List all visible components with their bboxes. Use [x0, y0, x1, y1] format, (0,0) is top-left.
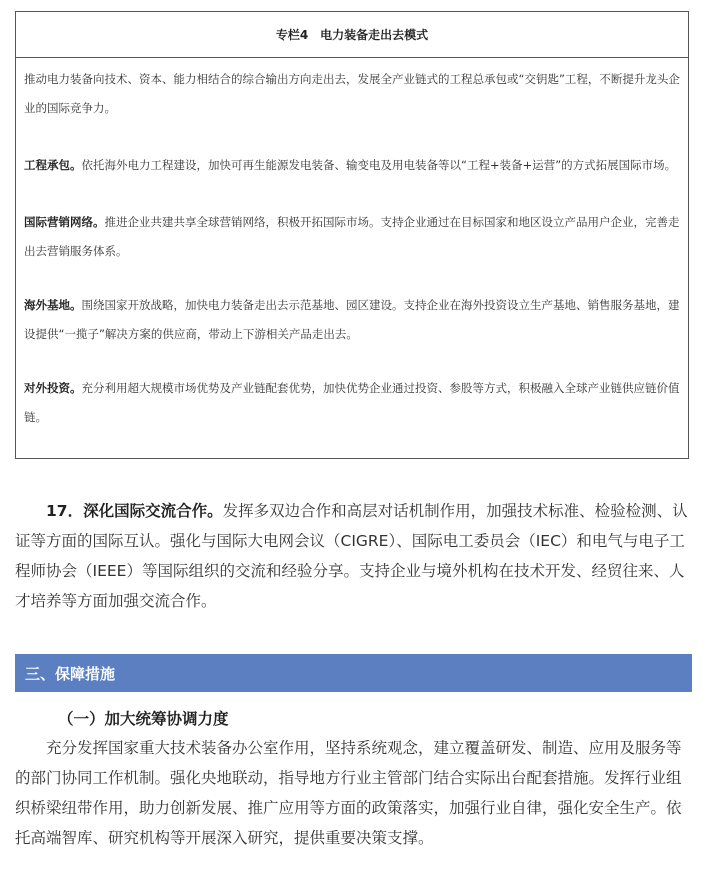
- column-intro: 推动电力装备向技术、资本、能力相结合的综合输出方向走出去，发展全产业链式的工程总承包或“交钥匙”工程，不断提升龙头企业的国际竞争力。: [24, 72, 680, 115]
- column-item-marketing: [24, 208, 680, 266]
- column-item-text: 推进企业共建共享全球营销网络，积极开拓国际市场。支持企业通过在目标国家和地区设立产品用户企业，完善走出去营销服务体系。: [24, 215, 680, 258]
- column-item-overseas-base: [24, 291, 680, 349]
- column-item-text: 依托海外电力工程建设，加快可再生能源发电装备、输变电及用电装备等以“工程+装备+运营”的方式拓展国际市场。: [81, 158, 677, 172]
- section-17-heading: 17．深化国际交流合作。: [46, 502, 223, 520]
- column-item-head: 海外基地。: [24, 298, 82, 312]
- section-banner: 三、保障措施: [15, 654, 692, 692]
- column-item-head: 国际营销网络。: [24, 215, 105, 229]
- subsection-heading: （一）加大统筹协调力度: [58, 710, 229, 728]
- column-item-investment: [24, 374, 680, 432]
- column-item-text: 围绕国家开放战略，加快电力装备走出去示范基地、园区建设。支持企业在海外投资设立生产基地、销售服务基地，建设提供“一揽子”解决方案的供应商，带动上下游相关产品走出去。: [24, 298, 680, 341]
- column-box-title: 专栏4 电力装备走出去模式: [16, 12, 688, 58]
- section-17-paragraph: [15, 496, 695, 616]
- column-item-head: 工程承包。: [24, 158, 82, 172]
- column-box: [15, 11, 689, 459]
- section-17-text: 发挥多双边合作和高层对话机制作用，加强技术标准、检验检测、认证等方面的国际互认。强化与国际大电网会议（CIGRE）、国际电工委员会（IEC）和电气与电子工程师协会（IEEE）等国际组织的交流和经验分享。支持企业与境外机构在技术开发、经贸往来、人才培养等方面加强交流合作。: [15, 502, 688, 610]
- subsection-paragraph: 充分发挥国家重大技术装备办公室作用，坚持系统观念，建立覆盖研发、制造、应用及服务等的部门协同工作机制。强化央地联动，指导地方行业主管部门结合实际出台配套措施。发挥行业组织桥梁纽带作用，助力创新发展、推广应用等方面的政策落实，加强行业自律，强化安全生产。依托高端智库、研究机构等开展深入研究，提供重要决策支撑。: [15, 739, 682, 847]
- column-item-head: 对外投资。: [24, 381, 82, 395]
- column-item-text: 充分利用超大规模市场优势及产业链配套优势，加快优势企业通过投资、参股等方式，积极融入全球产业链供应链价值链。: [24, 381, 680, 424]
- column-item-engineering: [24, 151, 680, 180]
- column-box-body: [16, 58, 688, 432]
